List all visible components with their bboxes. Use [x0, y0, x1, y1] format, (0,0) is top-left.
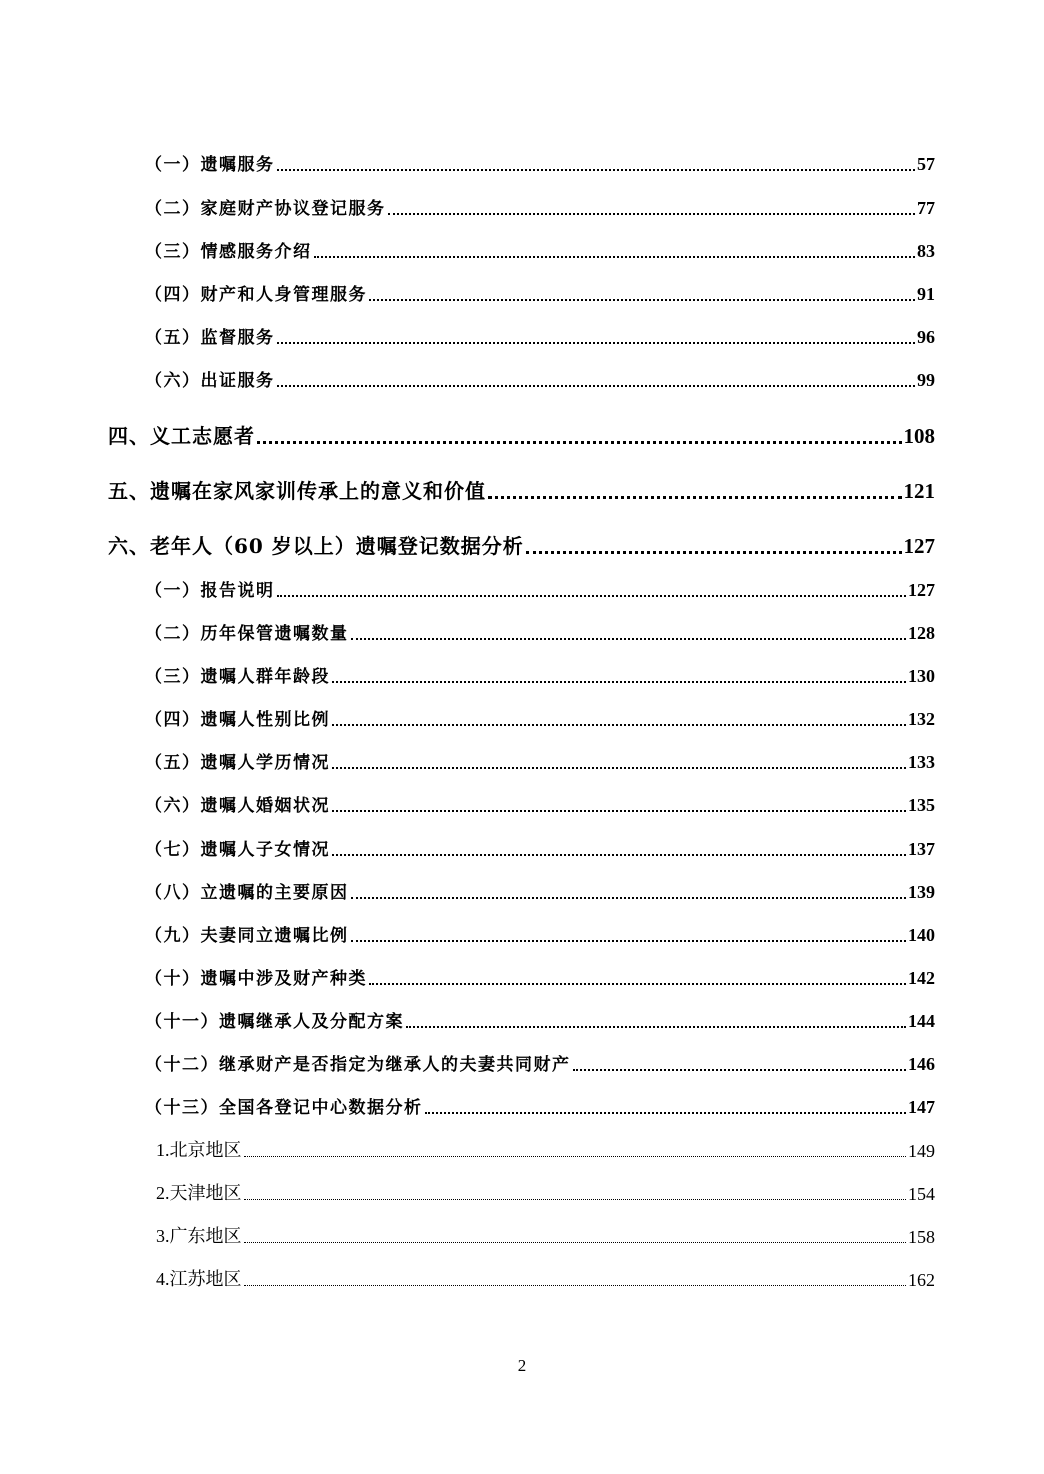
dot-leader [244, 1242, 907, 1243]
dot-leader [406, 1026, 906, 1028]
toc-entry-label: （三）情感服务介绍 [145, 242, 312, 262]
toc-entry-page: 108 [903, 424, 935, 448]
toc-entry-label: 五、遗嘱在家风家训传承上的意义和价值 [108, 479, 486, 503]
toc-entry-page: 121 [903, 479, 935, 503]
toc-entry-page: 132 [908, 709, 935, 729]
toc-entry-label: （二）历年保管遗嘱数量 [145, 624, 349, 644]
toc-entry[interactable] [108, 476, 935, 504]
toc-entry-label: （十一）遗嘱继承人及分配方案 [145, 1012, 404, 1032]
toc-entry-page: 137 [908, 839, 935, 859]
toc-entry-page: 135 [908, 795, 935, 815]
page-number: 2 [517, 1356, 527, 1375]
toc-entry[interactable] [145, 922, 935, 946]
toc-entry[interactable] [108, 421, 935, 449]
toc-entry-page: 139 [908, 882, 935, 902]
dot-leader [277, 385, 916, 387]
toc-entry[interactable] [145, 792, 935, 816]
toc-entry[interactable] [108, 531, 935, 559]
toc-entry[interactable] [145, 324, 935, 348]
dot-leader [488, 496, 902, 499]
dot-leader [332, 681, 906, 683]
toc-entry-page: 146 [908, 1054, 935, 1074]
toc-entry[interactable] [145, 879, 935, 903]
toc-entry-label: （五）遗嘱人学历情况 [145, 753, 330, 773]
dot-leader [314, 256, 916, 258]
toc-entry[interactable] [145, 151, 935, 175]
toc-entry[interactable] [156, 1181, 935, 1205]
toc-entry-label: （五）监督服务 [145, 328, 275, 348]
toc-entry-label: （四）财产和人身管理服务 [145, 285, 367, 305]
toc-entry[interactable] [156, 1224, 935, 1248]
toc-entry-label: 2.天津地区 [156, 1183, 242, 1203]
toc-entry[interactable] [145, 1008, 935, 1032]
toc-entry-page: 142 [908, 968, 935, 988]
toc-entry[interactable] [145, 281, 935, 305]
dot-leader [244, 1285, 907, 1286]
dot-leader [351, 638, 907, 640]
toc-entry-page: 144 [908, 1011, 935, 1031]
toc-entry-label: 4.江苏地区 [156, 1269, 242, 1289]
toc-entry-label: （一）遗嘱服务 [145, 155, 275, 175]
toc-entry-label: （六）出证服务 [145, 371, 275, 391]
toc-entry-label: （七）遗嘱人子女情况 [145, 840, 330, 860]
toc-entry[interactable] [145, 965, 935, 989]
toc-entry-label: （十三）全国各登记中心数据分析 [145, 1098, 423, 1118]
dot-leader [277, 169, 916, 171]
toc-entry-page: 127 [903, 534, 935, 558]
dot-leader [277, 595, 907, 597]
toc-entry-page: 140 [908, 925, 935, 945]
dot-leader [277, 342, 916, 344]
toc-entry-label: 四、义工志愿者 [108, 424, 255, 448]
dot-leader [369, 299, 915, 301]
toc-entry-label: 3.广东地区 [156, 1226, 242, 1246]
toc-entry-label: （八）立遗嘱的主要原因 [145, 883, 349, 903]
toc-entry[interactable] [145, 577, 935, 601]
toc-entry[interactable] [145, 238, 935, 262]
toc-entry[interactable] [156, 1267, 935, 1291]
dot-leader [351, 940, 907, 942]
toc-entry-page: 96 [917, 327, 935, 347]
dot-leader [332, 854, 906, 856]
toc-entry-page: 149 [908, 1141, 935, 1161]
toc-entry-page: 154 [908, 1184, 935, 1204]
dot-leader [351, 897, 907, 899]
toc-entry[interactable] [156, 1138, 935, 1162]
toc-entry[interactable] [145, 663, 935, 687]
toc-entry-page: 99 [917, 370, 935, 390]
toc-entry-page: 91 [917, 284, 935, 304]
dot-leader [244, 1156, 907, 1157]
toc-entry-label: （三）遗嘱人群年龄段 [145, 667, 330, 687]
toc-entry-label: 六、老年人（60 岁以上）遗嘱登记数据分析 [108, 534, 524, 558]
dot-leader [369, 983, 906, 985]
toc-entry-page: 147 [908, 1097, 935, 1117]
dot-leader [332, 767, 906, 769]
dot-leader [388, 213, 916, 215]
toc-entry-page: 77 [917, 198, 935, 218]
dot-leader [332, 810, 906, 812]
toc-entry[interactable] [145, 749, 935, 773]
toc-entry-page: 130 [908, 666, 935, 686]
toc-entry[interactable] [145, 836, 935, 860]
toc-entry-page: 127 [908, 580, 935, 600]
toc-entry-label: （六）遗嘱人婚姻状况 [145, 796, 330, 816]
toc-entry-page: 83 [917, 241, 935, 261]
toc-entry-page: 57 [917, 154, 935, 174]
toc-entry-label: （九）夫妻同立遗嘱比例 [145, 926, 349, 946]
toc-entry-page: 133 [908, 752, 935, 772]
toc-entry-label: （二）家庭财产协议登记服务 [145, 199, 386, 219]
toc-entry[interactable] [145, 620, 935, 644]
toc-entry[interactable] [145, 1094, 935, 1118]
dot-leader [573, 1069, 907, 1071]
dot-leader [332, 724, 906, 726]
toc-entry-label: （四）遗嘱人性别比例 [145, 710, 330, 730]
toc-entry-label: 1.北京地区 [156, 1140, 242, 1160]
dot-leader [526, 551, 902, 554]
toc-entry[interactable] [145, 706, 935, 730]
dot-leader [425, 1112, 907, 1114]
toc-entry-label: （一）报告说明 [145, 581, 275, 601]
dot-leader [257, 441, 902, 444]
toc-entry-label: （十二）继承财产是否指定为继承人的夫妻共同财产 [145, 1055, 571, 1075]
toc-entry-page: 162 [908, 1270, 935, 1290]
toc-entry[interactable] [145, 195, 935, 219]
toc-entry[interactable] [145, 1051, 935, 1075]
toc-entry[interactable] [145, 367, 935, 391]
toc-entry-page: 128 [908, 623, 935, 643]
toc-entry-page: 158 [908, 1227, 935, 1247]
toc-entry-label: （十）遗嘱中涉及财产种类 [145, 969, 367, 989]
dot-leader [244, 1199, 907, 1200]
